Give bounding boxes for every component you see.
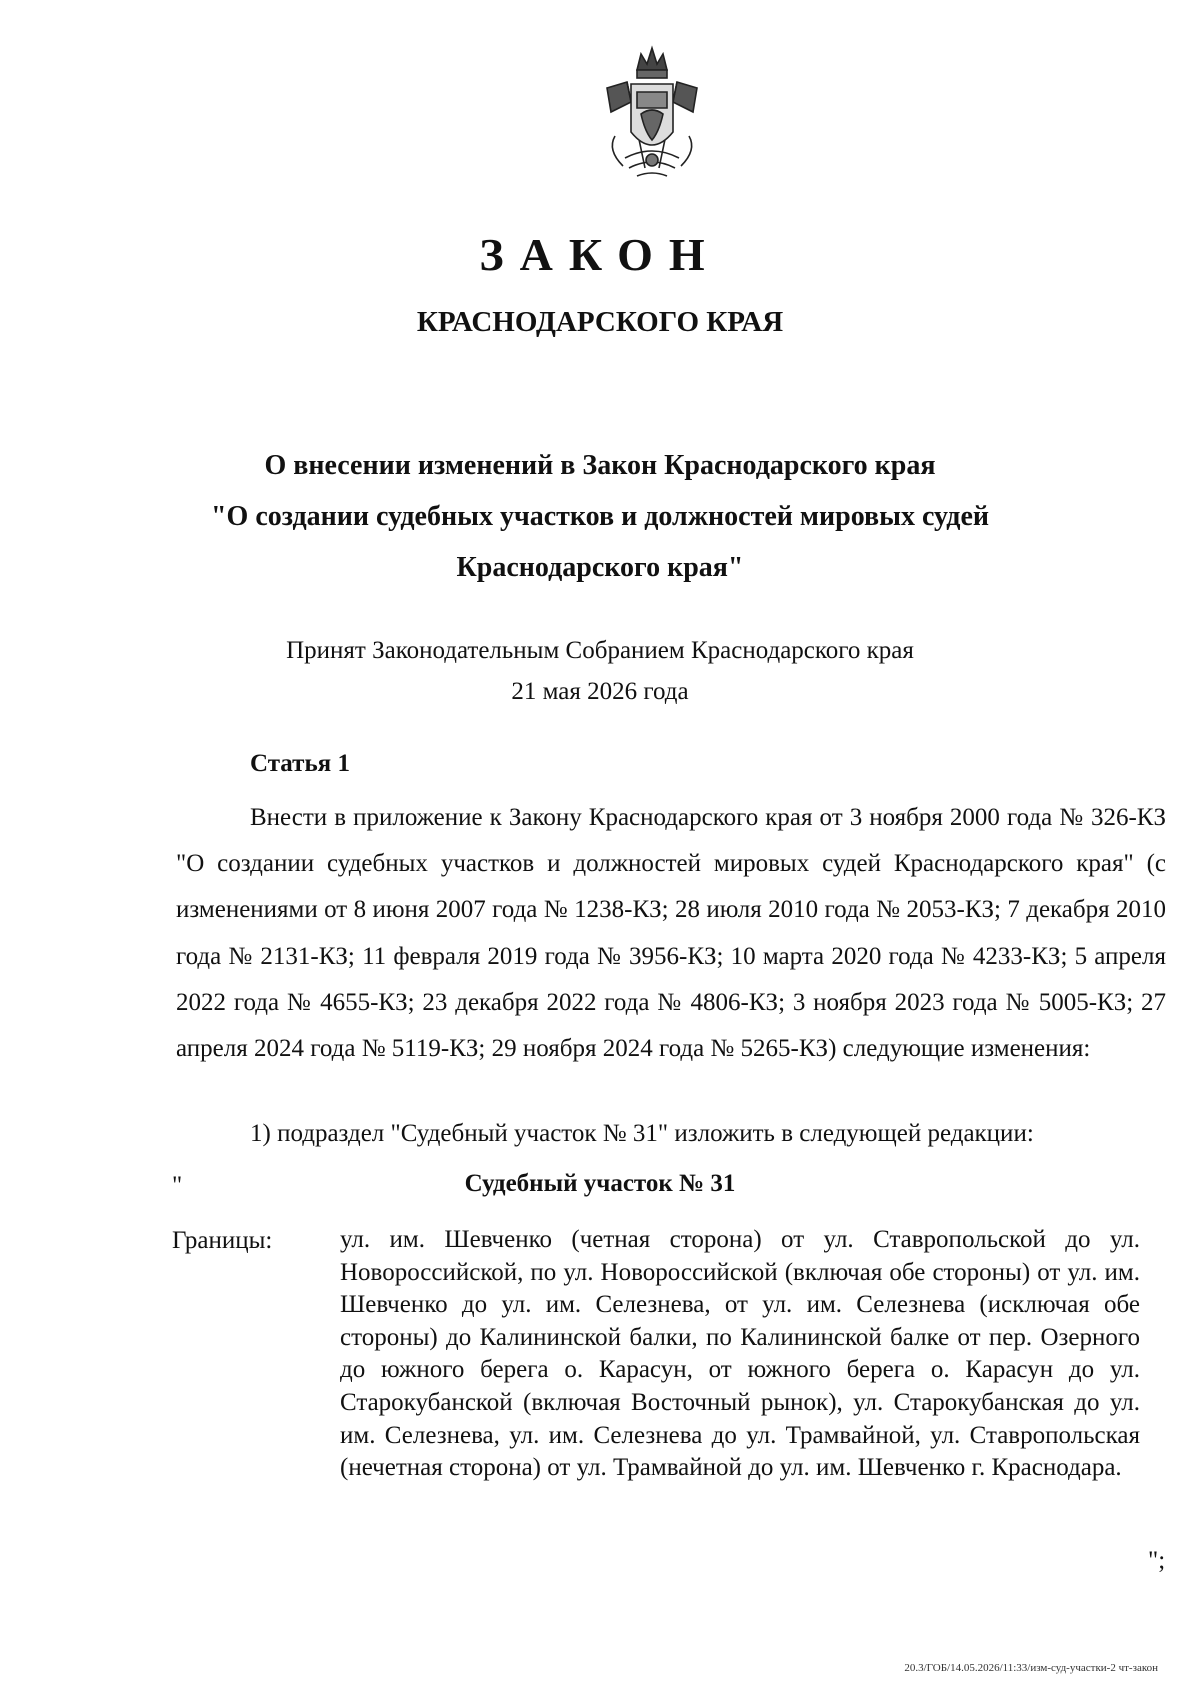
law-title: ЗАКОН	[479, 229, 721, 280]
opening-quote: "	[172, 1172, 183, 1199]
adoption-body: Принят Законодательным Собранием Краснодарского края	[286, 637, 914, 664]
law-region-title: КРАСНОДАРСКОГО КРАЯ	[416, 306, 784, 338]
section-heading: Судебный участок № 31	[464, 1170, 736, 1197]
adoption-info	[160, 630, 1040, 712]
document-name	[160, 440, 1040, 593]
adoption-date: 21 мая 2026 года	[511, 678, 689, 705]
bounds-text: ул. им. Шевченко (четная сторона) от ул. Ставропольской до ул. Новороссийской, по ул. Новороссийской (включая обе стороны) от ул. им. Шевченко до ул. им. Селезнева, от ул. им. Селезнева (исключая обе стороны) до Калининской балки, по Калининской балке от пер. Озерного до южного берега о. Карасун, от южного берега о. Карасун до ул. Старокубанской (включая Восточный рынок), ул. Старокубанская до ул. им. Селезнева, ул. им. Селезнева до ул. Трамвайной, ул. Ставропольская (нечетная сторона) от ул. Трамвайной до ул. им. Шевченко г. Краснодара.	[340, 1226, 1140, 1482]
footer-code: 20.3/ГОБ/14.05.2026/11:33/изм-суд-участки-2 чт-закон	[904, 1662, 1158, 1674]
article-heading: Статья 1	[250, 750, 350, 777]
article-item-1: 1) подраздел "Судебный участок № 31" изложить в следующей редакции:	[250, 1120, 1034, 1147]
bounds-label: Границы:	[172, 1227, 273, 1254]
document-name-line: О внесении изменений в Закон Краснодарского края	[264, 450, 936, 481]
closing-quote: ";	[1148, 1547, 1166, 1574]
article-paragraph: Внести в приложение к Закону Краснодарского края от 3 ноября 2000 года № 326-КЗ "О создании судебных участков и должностей мировых судей Краснодарского края" (с изменениями от 8 июня 2007 года № 1238-КЗ; 28 июля 2010 года № 2053-КЗ; 7 декабря 2010 года № 2131-КЗ; 11 февраля 2019 года № 3956-КЗ; 10 марта 2020 года № 4233-КЗ; 5 апреля 2022 года № 4655-КЗ; 23 декабря 2022 года № 4806-КЗ; 3 ноября 2023 года № 5005-КЗ; 27 апреля 2024 года № 5119-КЗ; 29 ноября 2024 года № 5265-КЗ) следующие изменения:	[176, 804, 1166, 1063]
document-name-line: Краснодарского края"	[456, 552, 744, 583]
document-name-line: "О создании судебных участков и должностей мировых судей	[211, 501, 989, 532]
coat-of-arms-icon	[597, 40, 707, 190]
